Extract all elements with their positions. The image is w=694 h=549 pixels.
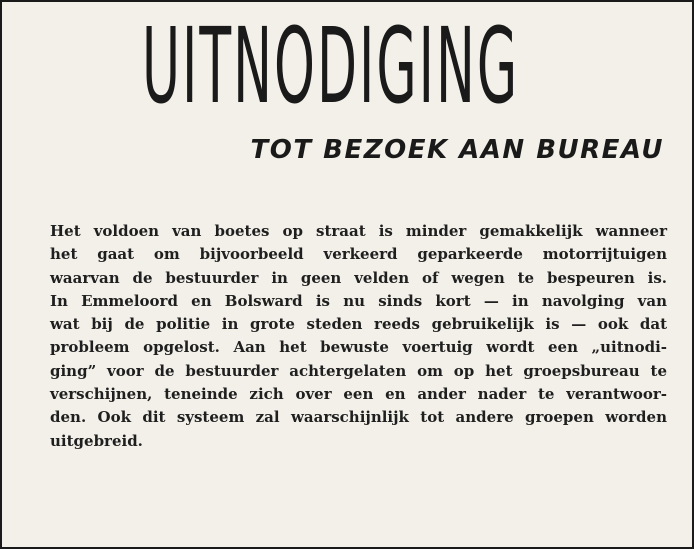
body-line: wat bij de politie in grote steden reeds gebruikelijk is — ook dat: [50, 315, 667, 334]
body-line: verschijnen, teneinde zich over een en ander nader te verantwoor-: [50, 385, 667, 404]
body-line: het gaat om bijvoorbeeld verkeerd geparkeerde motorrijtuigen: [50, 245, 667, 264]
article-subtitle: TOT BEZOEK AAN BUREAU: [250, 135, 664, 165]
body-line: ging” voor de bestuurder achtergelaten om op het groepsbureau te: [50, 361, 667, 380]
body-line: den. Ook dit systeem zal waarschijnlijk tot andere groepen worden: [50, 408, 667, 427]
body-line: uitgebreid.: [50, 431, 143, 450]
article-title-text: UITNODIGING: [142, 5, 520, 127]
article-body: [50, 220, 667, 453]
body-line: In Emmeloord en Bolsward is nu sinds kort — in navolging van: [50, 291, 667, 310]
body-line: probleem opgelost. Aan het bewuste voertuig wordt een „uitnodi-: [50, 338, 667, 357]
body-line: Het voldoen van boetes op straat is minder gemakkelijk wanneer: [50, 222, 667, 240]
body-line: waarvan de bestuurder in geen velden of wegen te bespeuren is.: [50, 268, 667, 287]
article-title: [142, 5, 520, 127]
